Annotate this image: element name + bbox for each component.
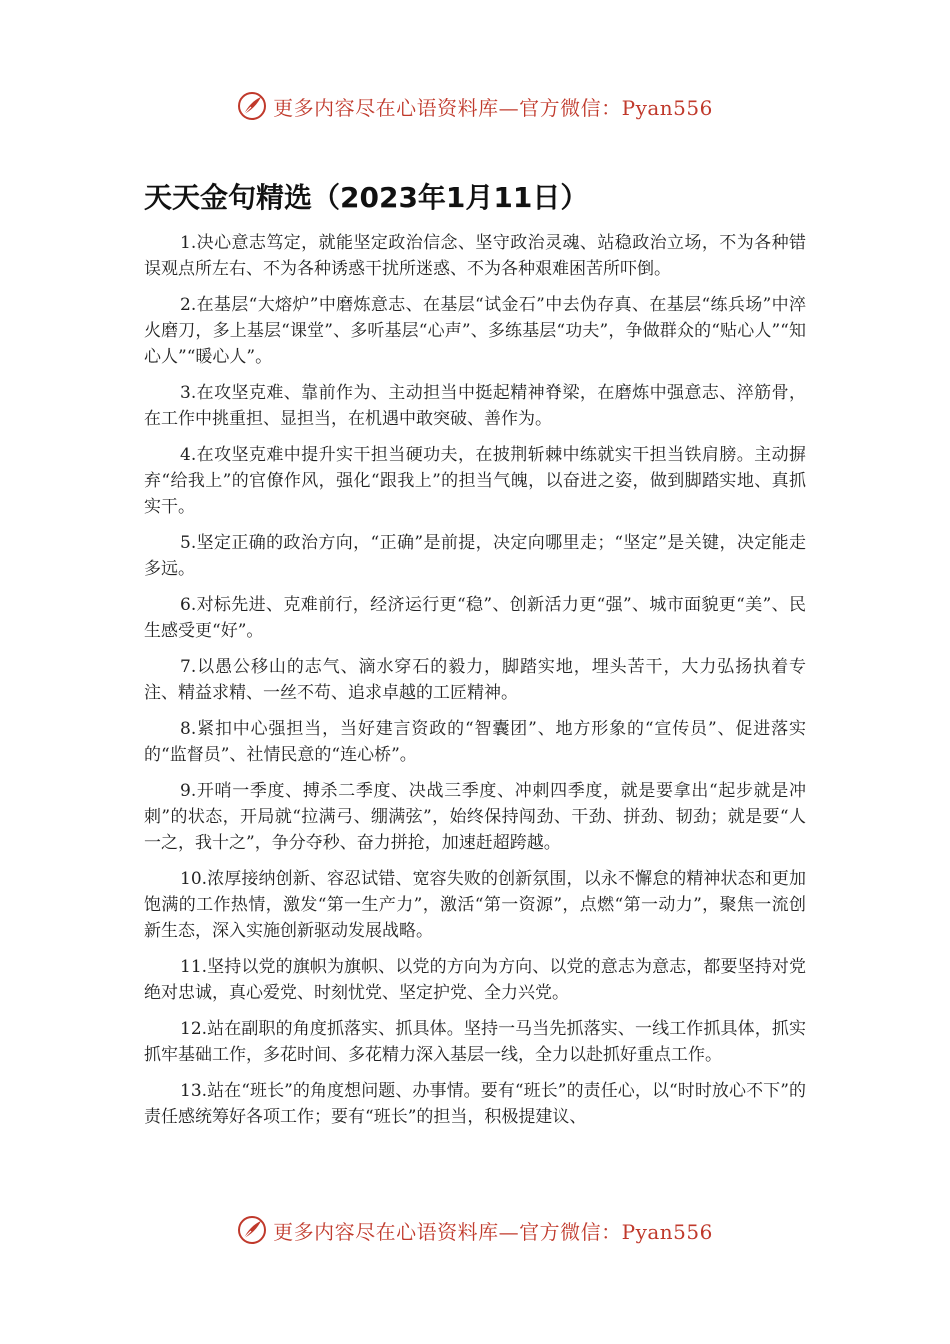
feather-pen-logo-icon xyxy=(237,91,267,121)
paragraph-6: 6.对标先进、克难前行，经济运行更“稳”、创新活力更“强”、城市面貌更“美”、民生感受更“好”。 xyxy=(144,595,806,641)
paragraph-11: 11.坚持以党的旗帜为旗帜、以党的方向为方向、以党的意志为意志，都要坚持对党绝对忠诚，真心爱党、时刻忧党、坚定护党、全力兴党。 xyxy=(144,957,806,1003)
paragraph-1: 1.决心意志笃定，就能坚定政治信念、坚守政治灵魂、站稳政治立场，不为各种错误观点所左右、不为各种诱惑干扰所迷惑、不为各种艰难困苦所吓倒。 xyxy=(144,233,806,279)
paragraph-3: 3.在攻坚克难、靠前作为、主动担当中挺起精神脊梁，在磨炼中强意志、淬筋骨，在工作中挑重担、显担当，在机遇中敢突破、善作为。 xyxy=(144,383,806,429)
footer-banner xyxy=(0,1210,950,1250)
feather-pen-logo-icon xyxy=(237,1215,267,1245)
paragraph-8: 8.紧扣中心强担当，当好建言资政的“智囊团”、地方形象的“宣传员”、促进落实的“监督员”、社情民意的“连心桥”。 xyxy=(144,719,806,765)
document-title: 天天金句精选（2023年1月11日） xyxy=(144,181,589,214)
document-body xyxy=(144,230,806,1140)
paragraph-7: 7.以愚公移山的志气、滴水穿石的毅力，脚踏实地，埋头苦干，大力弘扬执着专注、精益求精、一丝不苟、追求卓越的工匠精神。 xyxy=(144,657,806,703)
footer-banner-text: 更多内容尽在心语资料库—官方微信：Pyan556 xyxy=(273,1219,713,1244)
header-banner xyxy=(0,86,950,126)
paragraph-10: 10.浓厚接纳创新、容忍试错、宽容失败的创新氛围，以永不懈怠的精神状态和更加饱满的工作热情，激发“第一生产力”，激活“第一资源”，点燃“第一动力”，聚焦一流创新生态，深入实施创新驱动发展战略。 xyxy=(144,869,806,941)
paragraph-9: 9.开哨一季度、搏杀二季度、决战三季度、冲刺四季度，就是要拿出“起步就是冲刺”的状态，开局就“拉满弓、绷满弦”，始终保持闯劲、干劲、拼劲、韧劲；就是要“人一之，我十之”，争分夺秒、奋力拼抢，加速赶超跨越。 xyxy=(144,781,806,853)
paragraph-2: 2.在基层“大熔炉”中磨炼意志、在基层“试金石”中去伪存真、在基层“练兵场”中淬火磨刀，多上基层“课堂”、多听基层“心声”、多练基层“功夫”，争做群众的“贴心人”“知心人”“暖心人”。 xyxy=(144,295,806,367)
header-banner-text: 更多内容尽在心语资料库—官方微信：Pyan556 xyxy=(273,95,713,120)
paragraph-13: 13.站在“班长”的角度想问题、办事情。要有“班长”的责任心，以“时时放心不下”的责任感统筹好各项工作；要有“班长”的担当，积极提建议、 xyxy=(144,1081,806,1127)
paragraph-12: 12.站在副职的角度抓落实、抓具体。坚持一马当先抓落实、一线工作抓具体，抓实抓牢基础工作，多花时间、多花精力深入基层一线，全力以赴抓好重点工作。 xyxy=(144,1019,806,1065)
paragraph-5: 5.坚定正确的政治方向，“正确”是前提，决定向哪里走；“坚定”是关键，决定能走多远。 xyxy=(144,533,806,579)
paragraph-4: 4.在攻坚克难中提升实干担当硬功夫，在披荆斩棘中练就实干担当铁肩膀。主动摒弃“给我上”的官僚作风，强化“跟我上”的担当气魄，以奋进之姿，做到脚踏实地、真抓实干。 xyxy=(144,445,806,517)
